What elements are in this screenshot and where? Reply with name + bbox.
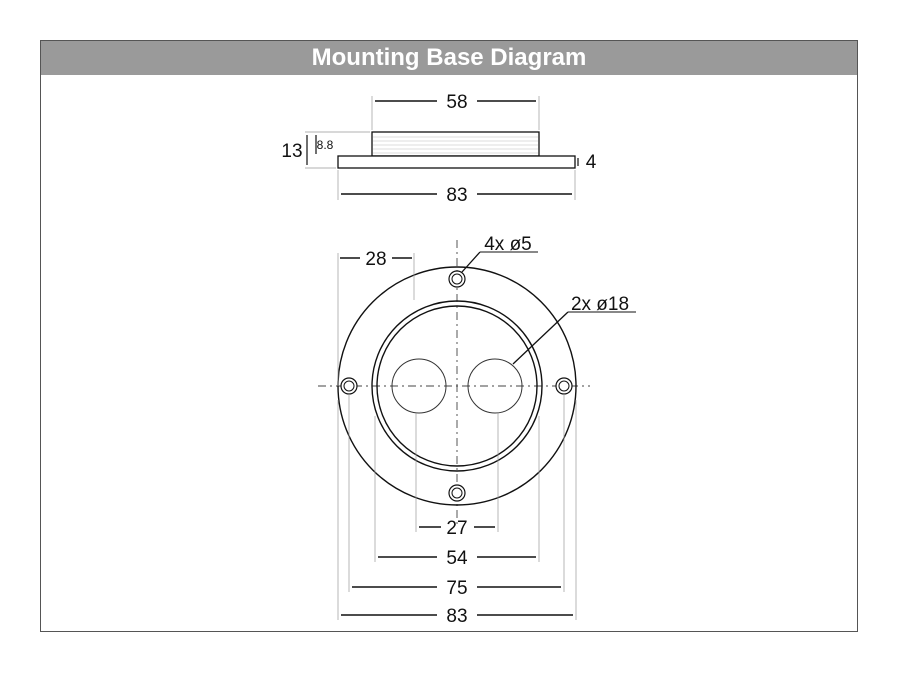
dim-inner-ring: 54 <box>446 548 468 569</box>
large-hole-right <box>468 359 522 413</box>
label-small-holes: 4x ø5 <box>484 234 532 255</box>
dim-outer-diameter: 83 <box>446 606 468 627</box>
dim-flange-width: 83 <box>446 185 468 206</box>
dim-bolt-circle: 75 <box>446 578 468 599</box>
dim-hole-spacing: 27 <box>446 518 468 539</box>
label-large-holes: 2x ø18 <box>570 294 630 315</box>
large-hole-left <box>392 359 446 413</box>
top-view <box>318 234 636 627</box>
flange-outline <box>338 156 575 168</box>
side-view <box>281 92 596 206</box>
dim-flange-thickness: 4 <box>585 152 597 173</box>
dim-boss-height: 8.8 <box>316 138 334 152</box>
diagram-title: Mounting Base Diagram <box>41 41 857 75</box>
dim-offset: 28 <box>365 249 387 270</box>
dim-top-width: 58 <box>446 92 468 113</box>
boss-outline <box>372 132 539 156</box>
dim-total-height: 13 <box>281 141 303 162</box>
